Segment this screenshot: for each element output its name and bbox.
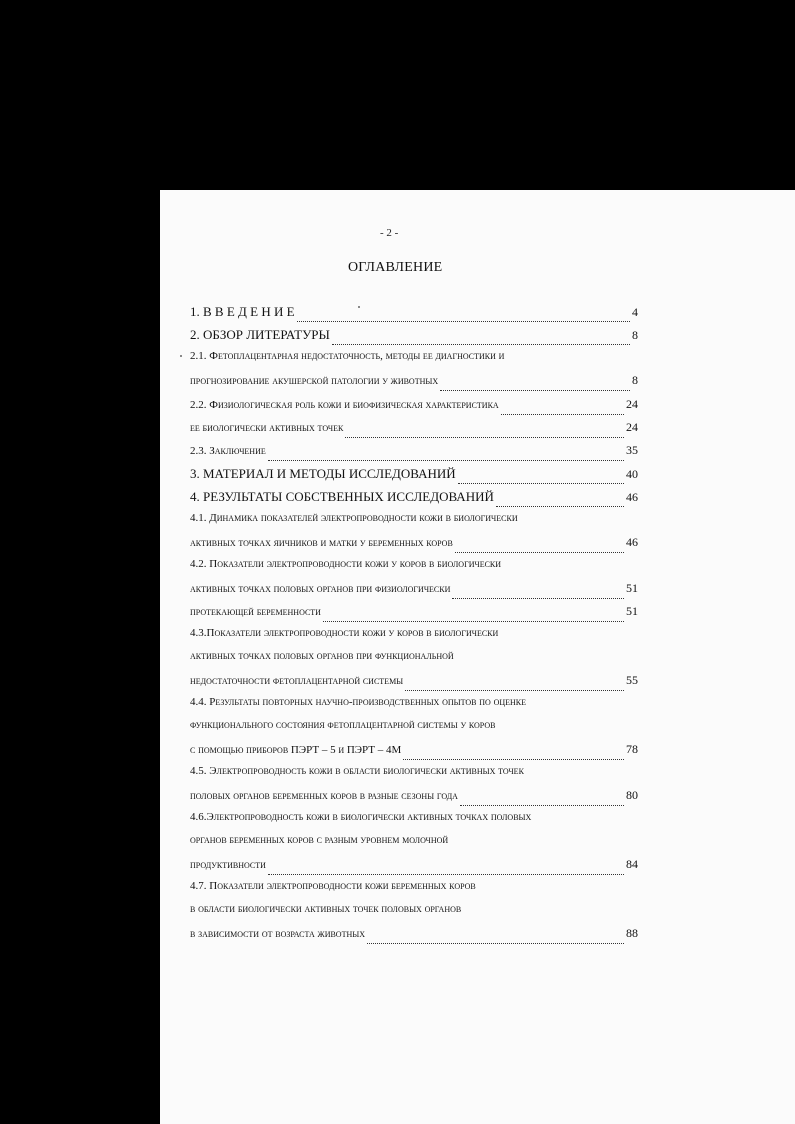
toc-entry-text: 1. В В Е Д Е Н И Е [190,304,295,319]
toc-entry-text: в зависимости от возраста животных [190,928,366,940]
toc-entry-text: функционального состояния фетоплацентарной системы у коров [190,719,496,731]
toc-entry [190,604,638,626]
dot-leader [367,942,624,944]
toc-page-number: 24 [626,420,638,434]
toc-entry [190,857,638,879]
toc-entry-text: с помощью приборов ПЭРТ – 5 и ПЭРТ – 4М [190,744,402,756]
toc-entry [190,581,638,603]
dot-leader [440,389,630,391]
toc-page-number: 78 [626,742,638,756]
toc-entry-text: 2.3. Заключение [190,445,266,457]
dot-leader [268,459,624,461]
toc-entry-text: 4.4. Результаты повторных научно-производственных опытов по оценке [190,696,527,708]
toc-entry-text: активных точках яичников и матки у беременных коров [190,537,453,549]
dot-leader [268,873,624,875]
toc-entry-text: 4.1. Динамика показателей электропроводности кожи в биологически [190,512,518,524]
toc-page-number: 55 [626,673,638,687]
toc-entry [190,489,638,511]
scan-speck [180,355,182,357]
toc-entry [190,673,638,695]
toc-page-number: 51 [626,604,638,618]
toc-entry-text: 4.7. Показатели электропроводности кожи беременных коров [190,880,476,892]
toc-entry-text: 2.2. Физиологическая роль кожи и биофизическая характеристика [190,399,499,411]
toc-page-number: 80 [626,788,638,802]
toc-page-number: 24 [626,397,638,411]
toc-page-number: 4 [632,305,638,319]
toc-entry-text: органов беременных коров с разным уровнем молочной [190,834,449,846]
toc-entry [190,350,638,372]
toc-entry [190,765,638,787]
toc-page-number: 8 [632,328,638,342]
toc-entry [190,327,638,349]
toc-page-number: 88 [626,926,638,940]
toc-entry-text: 4.5. Электропроводность кожи в области биологически активных точек [190,765,524,777]
toc-entry-text: активных точках половых органов при функциональной [190,650,454,662]
toc-entry [190,466,638,488]
toc-entry-text: ее биологически активных точек [190,422,344,434]
page-number: - 2 - [380,227,399,239]
toc-entry-text: 4.6.Электропроводность кожи в биологически активных точках половых [190,811,532,823]
toc-entry [190,880,638,902]
toc-entry [190,811,638,833]
toc-entry [190,420,638,442]
toc-entry [190,650,638,672]
dot-leader [297,320,630,322]
toc-entry [190,512,638,534]
toc-page-number: 8 [632,373,638,387]
dot-leader [496,505,624,507]
toc-entry [190,903,638,925]
toc-entry-text: 4.2. Показатели электропроводности кожи у коров в биологически [190,558,502,570]
toc-entry-text: 2. ОБЗОР ЛИТЕРАТУРЫ [190,327,330,342]
dot-leader [332,343,630,345]
dot-leader [403,758,624,760]
toc-entry-text: 4.3.Показатели электропроводности кожи у коров в биологически [190,627,499,639]
dot-leader [452,597,624,599]
toc-entry [190,719,638,741]
toc-page-number: 46 [626,535,638,549]
dot-leader [458,482,624,484]
toc-entry-text: недостаточности фетоплацентарной системы [190,675,404,687]
toc-entry [190,627,638,649]
toc-entry [190,926,638,948]
toc-entry-text: 2.1. Фетоплацентарная недостаточность, методы ее диагностики и [190,350,505,362]
toc-entry [190,696,638,718]
toc-entry-text: 3. МАТЕРИАЛ И МЕТОДЫ ИССЛЕДОВАНИЙ [190,466,456,481]
toc-page-number: 40 [626,467,638,481]
toc-page-number: 46 [626,490,638,504]
dot-leader [345,436,624,438]
toc-entry [190,558,638,580]
toc-entry-text: половых органов беременных коров в разные сезоны года [190,790,458,802]
toc-entry-text: протекающей беременности [190,606,321,618]
toc-entry [190,788,638,810]
dot-leader [323,620,624,622]
dot-leader [501,413,624,415]
toc-entry-text: в области биологически активных точек половых органов [190,903,462,915]
toc-entry [190,397,638,419]
toc-entry [190,304,638,326]
page-title: ОГЛАВЛЕНИЕ [348,260,443,275]
toc-entry [190,373,638,395]
toc-page-number: 35 [626,443,638,457]
dot-leader [405,689,624,691]
dot-leader [460,804,624,806]
toc-entry [190,742,638,764]
toc-entry [190,535,638,557]
dot-leader [455,551,624,553]
toc-entry [190,443,638,465]
toc-entry-text: 4. РЕЗУЛЬТАТЫ СОБСТВЕННЫХ ИССЛЕДОВАНИЙ [190,489,494,504]
toc-entry-text: активных точках половых органов при физиологически [190,583,451,595]
toc-entry [190,834,638,856]
toc-page-number: 84 [626,857,638,871]
toc-entry-text: прогнозирование акушерской патологии у животных [190,375,439,387]
toc-page-number: 51 [626,581,638,595]
toc-entry-text: продуктивности [190,859,266,871]
